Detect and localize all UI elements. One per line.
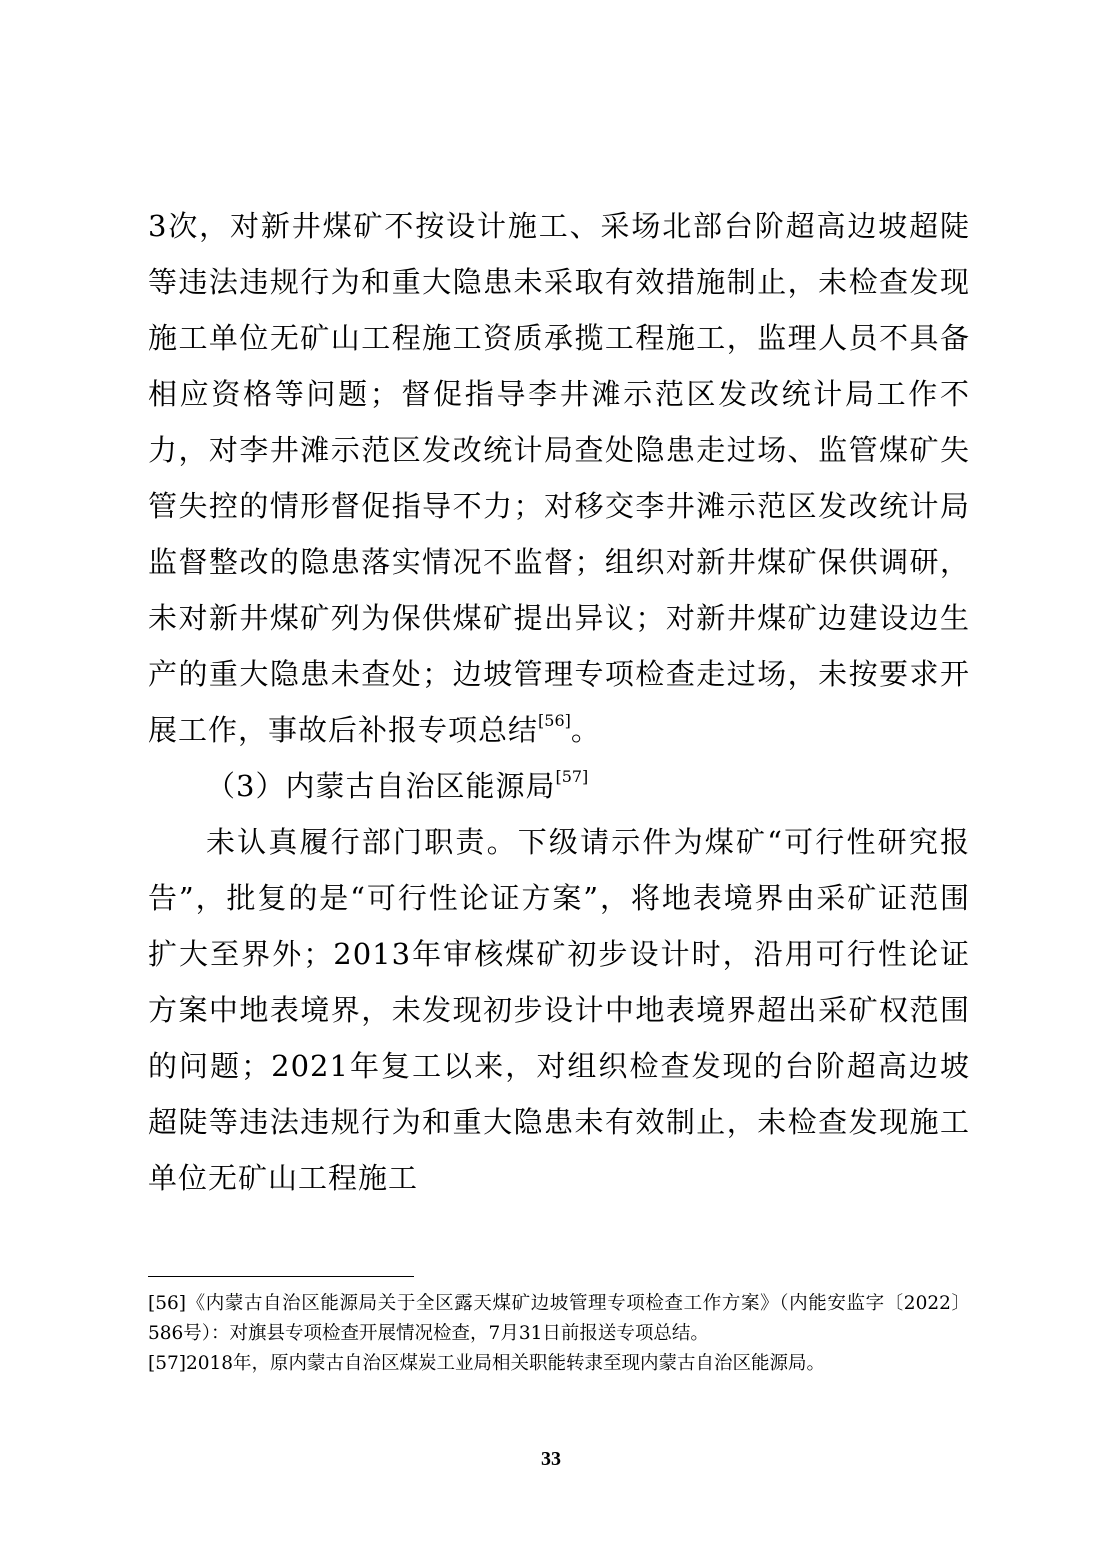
paragraph-1-end: 。 xyxy=(570,713,601,747)
paragraph-2 xyxy=(148,814,970,1206)
footnotes xyxy=(148,1289,970,1379)
paragraph-1-text: 3次，对新井煤矿不按设计施工、采场北部台阶超高边坡超陡等违法违规行为和重大隐患未采取有效措施制止，未检查发现施工单位无矿山工程施工资质承揽工程施工，监理人员不具备相应资格等问题；督促指导李井滩示范区发改统计局工作不力，对李井滩示范区发改统计局查处隐患走过场、监管煤矿失管失控的情形督促指导不力；对移交李井滩示范区发改统计局监督整改的隐患落实情况不监督；组织对新井煤矿保供调研，未对新井煤矿列为保供煤矿提出异议；对新井煤矿边建设边生产的重大隐患未查处；边坡管理专项检查走过场，未按要求开展工作，事故后补报专项总结 xyxy=(148,209,970,747)
footnote-ref-57[interactable]: [57] xyxy=(555,767,589,786)
footnote-ref-56[interactable]: [56] xyxy=(538,711,571,730)
section-heading xyxy=(148,758,970,814)
paragraph-2-text: 未认真履行部门职责。下级请示件为煤矿“可行性研究报告”，批复的是“可行性论证方案”，将地表境界由采矿证范围扩大至界外；2013年审核煤矿初步设计时，沿用可行性论证方案中地表境界，未发现初步设计中地表境界超出采矿权范围的问题；2021年复工以来，对组织检查发现的台阶超高边坡超陡等违法违规行为和重大隐患未有效制止，未检查发现施工单位无矿山工程施工 xyxy=(148,825,970,1195)
footnote-separator xyxy=(148,1276,414,1277)
footnote-56: [56]《内蒙古自治区能源局关于全区露天煤矿边坡管理专项检查工作方案》（内能安监字〔2022〕586号）：对旗县专项检查开展情况检查，7月31日前报送专项总结。 xyxy=(148,1293,970,1344)
paragraph-1 xyxy=(148,198,970,758)
section-heading-text: （3）内蒙古自治区能源局 xyxy=(206,769,556,803)
body-text xyxy=(148,198,970,1206)
page-number: 33 xyxy=(541,1448,561,1470)
footnote-57: [57]2018年，原内蒙古自治区煤炭工业局相关职能转隶至现内蒙古自治区能源局。 xyxy=(148,1353,826,1374)
